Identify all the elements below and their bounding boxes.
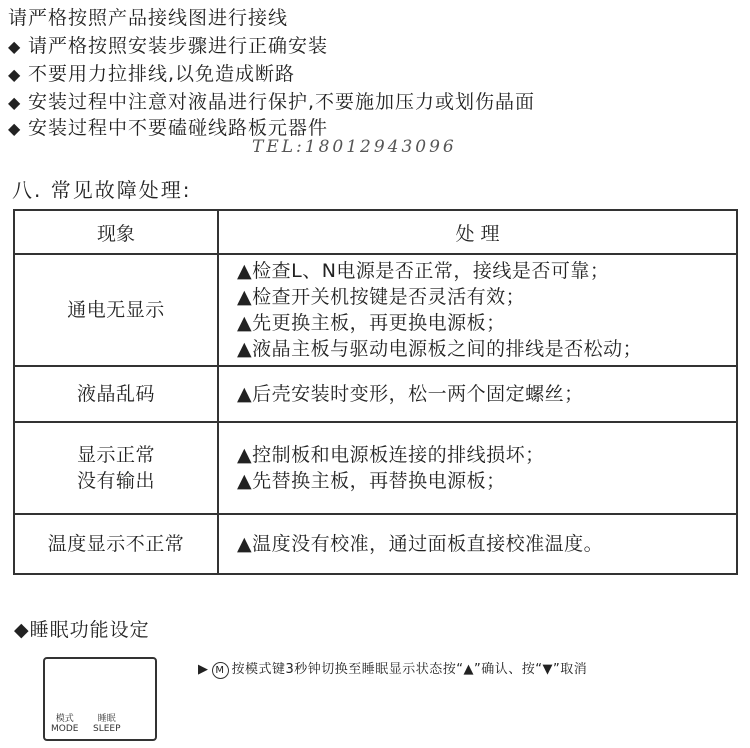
diamond-bullet-icon: ◆ xyxy=(8,65,22,84)
play-arrow-icon: ▶ xyxy=(198,662,209,677)
table-header-row xyxy=(14,210,737,254)
diamond-bullet-icon: ◆ xyxy=(8,93,22,112)
panel-mode-label: 模式 MODE xyxy=(51,714,79,734)
header-action: 处 理 xyxy=(218,210,737,254)
action-cell: ▲温度没有校准，通过面板直接校准温度。 xyxy=(218,514,737,574)
panel-sleep-label: 睡眠 SLEEP xyxy=(93,714,121,734)
instructions-heading: 请严格按照产品接线图进行接线 xyxy=(8,7,289,29)
header-symptom: 现象 xyxy=(14,210,218,254)
table-row xyxy=(14,422,737,514)
sleep-instruction: ▶ M 按模式键3秒钟切换至睡眠显示状态按“▲”确认、按“▼”取消 xyxy=(198,662,588,677)
action-cell: ▲控制板和电源板连接的排线损坏； ▲先替换主板，再替换电源板； xyxy=(218,422,737,514)
diamond-bullet-icon: ◆ xyxy=(14,619,30,641)
instruction-bullet: ◆ 不要用力拉排线,以免造成断路 xyxy=(8,63,296,85)
diamond-bullet-icon: ◆ xyxy=(8,119,22,138)
control-panel-diagram xyxy=(43,657,157,741)
symptom-cell: 显示正常 没有输出 xyxy=(14,422,218,514)
diamond-bullet-icon: ◆ xyxy=(8,37,22,56)
sleep-section-title: ◆睡眠功能设定 xyxy=(14,619,150,641)
action-cell: ▲检查L、N电源是否正常，接线是否可靠； ▲检查开关机按键是否灵活有效； ▲先更换主板，再更换电源板； ▲液晶主板与驱动电源板之间的排线是否松动； xyxy=(218,254,737,366)
fault-table xyxy=(13,209,738,575)
symptom-cell: 液晶乱码 xyxy=(14,366,218,422)
symptom-cell: 温度显示不正常 xyxy=(14,514,218,574)
instruction-bullet: ◆ 安装过程中不要磕碰线路板元器件 xyxy=(8,117,329,139)
watermark-phone: TEL:18012943096 xyxy=(252,137,457,157)
action-cell: ▲后壳安装时变形，松一两个固定螺丝； xyxy=(218,366,737,422)
section-title: 八. 常见故障处理: xyxy=(12,178,192,202)
table-row xyxy=(14,254,737,366)
symptom-cell: 通电无显示 xyxy=(14,254,218,366)
table-row xyxy=(14,514,737,574)
mode-key-icon: M xyxy=(212,662,229,679)
instruction-bullet: ◆ 安装过程中注意对液晶进行保护,不要施加压力或划伤晶面 xyxy=(8,91,536,113)
table-row xyxy=(14,366,737,422)
instruction-bullet: ◆ 请严格按照安装步骤进行正确安装 xyxy=(8,35,329,57)
